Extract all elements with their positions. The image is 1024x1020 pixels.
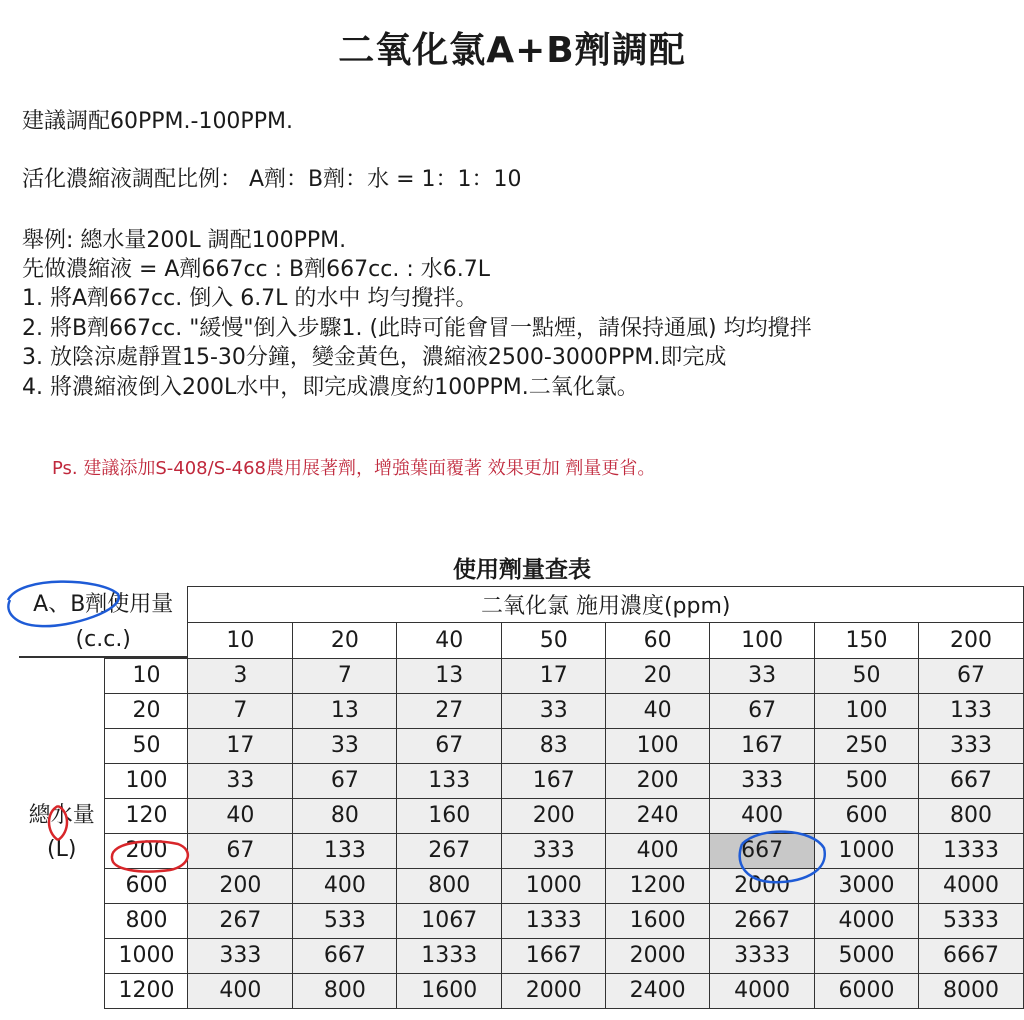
dose-cell: 167: [710, 728, 815, 763]
dose-cell: 200: [188, 868, 293, 903]
water-volume-cell: 10: [105, 658, 188, 693]
dose-cell: 33: [188, 763, 293, 798]
dose-cell: 1667: [502, 938, 606, 973]
table-row: [19, 938, 1024, 973]
dose-cell: 333: [188, 938, 293, 973]
dose-cell: 5333: [918, 903, 1023, 938]
dose-cell: 27: [397, 693, 502, 728]
dose-cell: 40: [188, 798, 293, 833]
water-volume-cell: 600: [105, 868, 188, 903]
table-row: [19, 728, 1024, 763]
ps-note: Ps. 建議添加S-408/S-468農用展著劑，增強葉面覆著 效果更加 劑量更省。: [52, 458, 656, 479]
concentration-cell: 20: [293, 622, 397, 658]
dose-cell: 100: [815, 693, 919, 728]
recommendation-line: 建議調配60PPM.-100PPM.: [22, 109, 293, 134]
dose-cell: 6667: [918, 938, 1023, 973]
dose-cell: 1000: [502, 868, 606, 903]
water-volume-cell: 800: [105, 903, 188, 938]
concentration-cell: 50: [502, 622, 606, 658]
dose-cell: 667: [918, 763, 1023, 798]
table-row: [19, 763, 1024, 798]
concentration-cell: 100: [710, 622, 815, 658]
dose-cell: 400: [710, 798, 815, 833]
dose-cell: 83: [502, 728, 606, 763]
dose-cell: 1067: [397, 903, 502, 938]
dose-cell: 67: [710, 693, 815, 728]
dose-cell: 7: [293, 658, 397, 693]
dose-cell: 133: [918, 693, 1023, 728]
step-3: 3. 放陰涼處靜置15-30分鐘，變金黃色，濃縮液2500-3000PPM.即完成: [22, 345, 727, 370]
dose-cell: 533: [293, 903, 397, 938]
table-row: [19, 868, 1024, 903]
dose-cell: 1600: [606, 903, 710, 938]
water-volume-cell: 100: [105, 763, 188, 798]
dose-cell: 13: [293, 693, 397, 728]
ratio-line: 活化濃縮液調配比例： A劑：B劑：水 = 1：1：10: [22, 167, 522, 192]
concentration-cell: 10: [188, 622, 293, 658]
dose-cell: 800: [293, 973, 397, 1008]
step-1: 1. 將A劑667cc. 倒入 6.7L 的水中 均勻攪拌。: [22, 286, 478, 311]
table-row: [19, 798, 1024, 833]
dose-cell: 2000: [710, 868, 815, 903]
dose-cell: 1600: [397, 973, 502, 1008]
dose-cell: 67: [918, 658, 1023, 693]
water-volume-cell: 200: [105, 833, 188, 868]
dose-cell: 80: [293, 798, 397, 833]
dose-cell: 250: [815, 728, 919, 763]
step-2: 2. 將B劑667cc. "緩慢"倒入步驟1. (此時可能會冒一點煙，請保持通風) 均均攪拌: [22, 316, 812, 341]
table-row: [19, 658, 1024, 693]
dose-cell: 2400: [606, 973, 710, 1008]
dose-cell: 267: [397, 833, 502, 868]
water-volume-cell: 20: [105, 693, 188, 728]
dose-cell: 33: [293, 728, 397, 763]
dose-cell: 240: [606, 798, 710, 833]
dose-cell: 8000: [918, 973, 1023, 1008]
dose-cell: 2000: [606, 938, 710, 973]
concentration-cell: 40: [397, 622, 502, 658]
dose-cell: 50: [815, 658, 919, 693]
dose-cell: 267: [188, 903, 293, 938]
table-corner-header: [19, 587, 188, 659]
step-4: 4. 將濃縮液倒入200L水中，即完成濃度約100PPM.二氧化氯。: [22, 375, 639, 400]
concentration-cell: 60: [606, 622, 710, 658]
water-volume-unit: (L): [47, 837, 77, 862]
table-title: 使用劑量查表: [453, 557, 591, 583]
dose-cell: 200: [606, 763, 710, 798]
dose-cell: 200: [502, 798, 606, 833]
dose-cell: 17: [502, 658, 606, 693]
dose-cell: 333: [502, 833, 606, 868]
dose-cell: 133: [293, 833, 397, 868]
dose-cell: 400: [188, 973, 293, 1008]
dose-cell: 333: [710, 763, 815, 798]
dose-cell: 67: [397, 728, 502, 763]
dose-cell: 3: [188, 658, 293, 693]
dose-cell: 33: [710, 658, 815, 693]
table-row: [19, 693, 1024, 728]
dose-cell: 3333: [710, 938, 815, 973]
dose-cell: 2667: [710, 903, 815, 938]
corner-label: A、B劑使用量: [33, 591, 174, 617]
dose-cell: 167: [502, 763, 606, 798]
water-volume-header: [19, 658, 105, 1008]
corner-unit: (c.c.): [19, 623, 187, 658]
dose-cell: 333: [918, 728, 1023, 763]
water-volume-cell: 1200: [105, 973, 188, 1008]
dosage-table: [19, 586, 1024, 1009]
dose-cell: 2000: [502, 973, 606, 1008]
dose-cell: 6000: [815, 973, 919, 1008]
dose-cell: 800: [918, 798, 1023, 833]
concentration-header: 二氧化氯 施用濃度(ppm): [188, 587, 1024, 623]
page-title: 二氧化氯A+B劑調配: [338, 30, 686, 71]
dose-cell: 600: [815, 798, 919, 833]
dose-cell: 133: [397, 763, 502, 798]
concentration-cell: 200: [918, 622, 1023, 658]
dose-cell: 400: [606, 833, 710, 868]
dose-cell: 500: [815, 763, 919, 798]
dose-cell: 40: [606, 693, 710, 728]
dose-cell: 1000: [815, 833, 919, 868]
highlighted-dose-cell: 667: [710, 833, 815, 868]
dose-cell: 400: [293, 868, 397, 903]
table-row: [19, 833, 1024, 868]
concentrate-line: 先做濃縮液 = A劑667cc : B劑667cc. : 水6.7L: [22, 257, 490, 282]
water-volume-cell: 120: [105, 798, 188, 833]
dose-cell: 160: [397, 798, 502, 833]
dose-cell: 4000: [710, 973, 815, 1008]
dose-cell: 67: [293, 763, 397, 798]
water-volume-label: 總水量: [28, 803, 95, 828]
dose-cell: 17: [188, 728, 293, 763]
dose-cell: 20: [606, 658, 710, 693]
dose-cell: 4000: [918, 868, 1023, 903]
water-volume-cell: 1000: [105, 938, 188, 973]
dose-cell: 100: [606, 728, 710, 763]
table-row: [19, 903, 1024, 938]
table-row: [19, 973, 1024, 1008]
dose-cell: 4000: [815, 903, 919, 938]
dose-cell: 667: [293, 938, 397, 973]
concentration-cell: 150: [815, 622, 919, 658]
dose-cell: 13: [397, 658, 502, 693]
dose-cell: 800: [397, 868, 502, 903]
dose-cell: 3000: [815, 868, 919, 903]
water-volume-cell: 50: [105, 728, 188, 763]
dose-cell: 1200: [606, 868, 710, 903]
dose-cell: 5000: [815, 938, 919, 973]
dose-cell: 7: [188, 693, 293, 728]
dose-cell: 1333: [502, 903, 606, 938]
dose-cell: 33: [502, 693, 606, 728]
dose-cell: 67: [188, 833, 293, 868]
dose-cell: 1333: [918, 833, 1023, 868]
example-line: 舉例: 總水量200L 調配100PPM.: [22, 228, 347, 253]
dose-cell: 1333: [397, 938, 502, 973]
